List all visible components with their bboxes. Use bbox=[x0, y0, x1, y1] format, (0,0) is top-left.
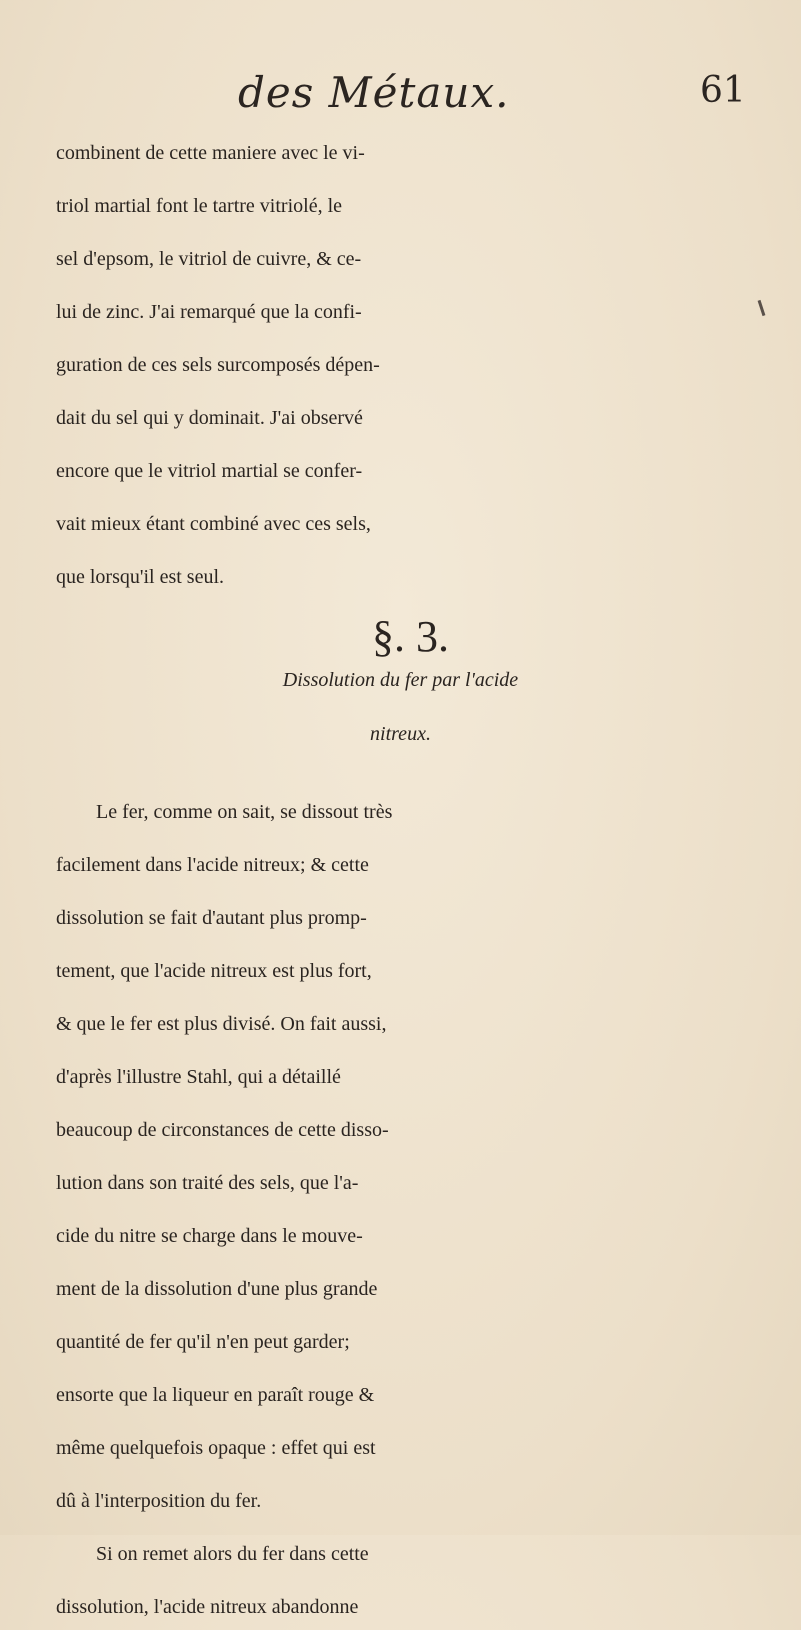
text-line: ment de la dissolution d'une plus grande bbox=[56, 1278, 378, 1300]
text-line: ensorte que la liqueur en paraît rouge & bbox=[56, 1384, 375, 1406]
text-line: guration de ces sels surcomposés dépen- bbox=[56, 354, 380, 376]
text-line: cide du nitre se charge dans le mouve- bbox=[56, 1225, 363, 1247]
text-line: beaucoup de circonstances de cette disso- bbox=[56, 1119, 389, 1141]
section-title-continued: nitreux. bbox=[370, 723, 431, 745]
section-number: §. 3. bbox=[372, 612, 449, 661]
text-line: combinent de cette maniere avec le vi- bbox=[56, 142, 365, 164]
text-line: que lorsqu'il est seul. bbox=[56, 566, 225, 588]
text-line: lution dans son traité des sels, que l'a- bbox=[56, 1172, 359, 1194]
text-line: d'après l'illustre Stahl, qui a détaillé bbox=[56, 1066, 341, 1088]
text-line: dissolution se fait d'autant plus promp- bbox=[56, 907, 367, 929]
page-number: 61 bbox=[700, 70, 746, 111]
text-line: lui de zinc. J'ai remarqué que la confi- bbox=[56, 301, 362, 323]
text-line: dait du sel qui y dominait. J'ai observé bbox=[56, 407, 363, 429]
running-title: des Métaux. bbox=[238, 68, 510, 117]
text-line: facilement dans l'acide nitreux; & cette bbox=[56, 854, 369, 876]
text-line: sel d'epsom, le vitriol de cuivre, & ce- bbox=[56, 248, 362, 270]
text-line: même quelquefois opaque : effet qui est bbox=[56, 1437, 376, 1459]
section-title: Dissolution du fer par l'acide bbox=[282, 669, 519, 691]
text-line: encore que le vitriol martial se confer- bbox=[56, 460, 363, 482]
text-line: vait mieux étant combiné avec ces sels, bbox=[56, 513, 371, 535]
text-line: dû à l'interposition du fer. bbox=[56, 1490, 262, 1512]
text-line: quantité de fer qu'il n'en peut garder; bbox=[56, 1331, 350, 1353]
text-line: triol martial font le tartre vitriolé, le bbox=[56, 195, 343, 217]
text-line: Si on remet alors du fer dans cette bbox=[96, 1543, 369, 1565]
text-line: Le fer, comme on sait, se dissout très bbox=[96, 801, 393, 823]
running-head bbox=[0, 68, 801, 118]
text-line: tement, que l'acide nitreux est plus fort, bbox=[56, 960, 372, 982]
text-line: dissolution, l'acide nitreux abandonne bbox=[56, 1596, 359, 1618]
text-line: & que le fer est plus divisé. On fait aussi, bbox=[56, 1013, 387, 1035]
